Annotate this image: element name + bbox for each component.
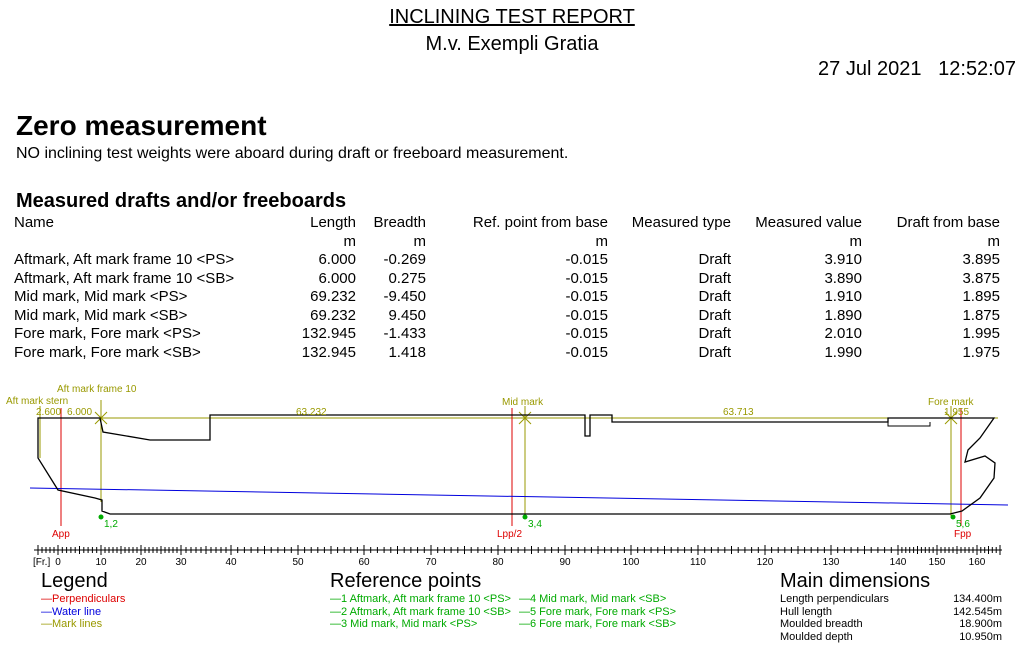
cell-ref-point: -0.015 <box>565 306 608 324</box>
perpendiculars <box>61 408 961 526</box>
cell-measured-value: 2.010 <box>824 325 862 342</box>
dimension-row <box>780 631 1002 644</box>
col-header-length: Length <box>310 214 356 231</box>
cell-length: 132.945 <box>301 343 356 361</box>
cell-measured-type: Draft <box>698 306 731 324</box>
hull-detail <box>888 422 930 426</box>
table-row <box>14 325 1000 344</box>
zero-measurement-note: NO inclining test weights were aboard during draft or freeboard measurement. <box>16 145 569 162</box>
measured-drafts-heading: Measured drafts and/or freeboards <box>16 190 347 212</box>
lpp2-label: Lpp/2 <box>497 529 523 540</box>
cell-name: Fore mark, Fore mark <SB> <box>14 343 201 361</box>
dimension-label: Moulded breadth <box>780 618 863 630</box>
unit-cell: m <box>595 232 608 250</box>
unit-cell: m <box>343 232 356 250</box>
frame-tick-label: 10 <box>95 557 107 568</box>
reference-point-item: —1 Aftmark, Aft mark frame 10 <PS> <box>330 593 511 605</box>
cell-name: Aftmark, Aft mark frame 10 <PS> <box>14 251 235 268</box>
cell-length: 132.945 <box>301 325 356 342</box>
dimension-label: Hull length <box>780 605 832 618</box>
cell-measured-value: 1.910 <box>824 288 862 305</box>
cell-ref-point: -0.015 <box>565 325 608 342</box>
cell-breadth: -9.450 <box>383 288 426 305</box>
dimension-value: 134.400m <box>953 593 1002 605</box>
frame-tick-label: 140 <box>889 557 907 568</box>
cell-draft-from-base: 3.895 <box>962 251 1000 268</box>
col-header-name: Name <box>14 214 55 231</box>
frame-ruler <box>33 545 1002 568</box>
mark-lines <box>38 400 998 516</box>
frame-tick-label: 160 <box>968 557 986 568</box>
frame-tick-label: 100 <box>622 557 640 568</box>
table-header-row <box>14 214 1000 233</box>
cell-ref-point: -0.015 <box>565 288 608 305</box>
dimension-row <box>780 606 1002 619</box>
cell-ref-point: -0.015 <box>565 251 608 268</box>
cell-draft-from-base: 1.895 <box>962 288 1000 305</box>
fore-mark-label: Fore mark <box>928 397 974 408</box>
legend-title: Legend <box>41 570 108 592</box>
frame-prefix-label: [Fr.] <box>33 557 51 568</box>
cell-name: Aftmark, Aft mark frame 10 <SB> <box>14 269 235 287</box>
table-units-row <box>14 233 1000 252</box>
report-title: INCLINING TEST REPORT <box>389 6 635 28</box>
reference-point-item: —6 Fore mark, Fore mark <SB> <box>518 618 677 630</box>
cell-measured-value: 3.910 <box>824 251 862 268</box>
frame-tick-label: 50 <box>292 557 304 568</box>
reference-point-item: —3 Mid mark, Mid mark <PS> <box>330 618 478 630</box>
table-row <box>14 270 1000 289</box>
col-header-breadth: Breadth <box>373 214 426 231</box>
frame-tick-label: 20 <box>135 557 147 568</box>
reference-point-item: —2 Aftmark, Aft mark frame 10 <SB> <box>330 605 511 618</box>
cell-ref-point: -0.015 <box>565 269 608 287</box>
hull-outline <box>38 415 995 514</box>
reference-points-section <box>330 570 676 631</box>
point-3-4-label: 3,4 <box>528 519 542 530</box>
dimension-row <box>780 618 1002 631</box>
cell-draft-from-base: 1.975 <box>962 343 1000 361</box>
legend-item-waterline: —Water line <box>41 605 102 618</box>
measured-drafts-table <box>14 214 1000 362</box>
reference-point-item: —5 Fore mark, Fore mark <PS> <box>518 605 677 618</box>
frame-tick-label: 130 <box>822 557 840 568</box>
reference-points-title: Reference points <box>330 570 482 592</box>
table-row <box>14 344 1000 363</box>
frame-tick-label: 60 <box>358 557 370 568</box>
frame-tick-label: 150 <box>928 557 946 568</box>
cell-measured-type: Draft <box>698 288 731 305</box>
table-row <box>14 307 1000 326</box>
table-row <box>14 251 1000 270</box>
legend-item-marklines: —Mark lines <box>41 618 103 630</box>
mid-mark-label: Mid mark <box>502 397 544 408</box>
report-datetime: 27 Jul 2021 12:52:07 <box>818 58 1016 80</box>
cell-length: 69.232 <box>310 288 356 305</box>
unit-cell <box>14 233 264 252</box>
dimension-value: 10.950m <box>959 630 1002 643</box>
unit-cell: m <box>987 232 1000 250</box>
table-row <box>14 288 1000 307</box>
cell-draft-from-base: 3.875 <box>962 269 1000 287</box>
cell-measured-type: Draft <box>698 343 731 361</box>
dimension-label: Length perpendiculars <box>780 593 889 605</box>
cell-measured-value: 1.990 <box>824 343 862 361</box>
cell-ref-point: -0.015 <box>565 343 608 361</box>
cell-draft-from-base: 1.875 <box>962 306 1000 324</box>
main-dimensions-title: Main dimensions <box>780 570 931 592</box>
cell-measured-type: Draft <box>698 269 731 287</box>
zero-measurement-heading: Zero measurement <box>16 110 267 141</box>
app-label: App <box>52 529 70 540</box>
cell-length: 69.232 <box>310 306 356 324</box>
cell-name: Mid mark, Mid mark <PS> <box>14 288 188 305</box>
frame-tick-label: 120 <box>756 557 774 568</box>
cell-measured-value: 1.890 <box>824 306 862 324</box>
dim-aft1-label: 2.600 <box>36 407 62 418</box>
cell-name: Fore mark, Fore mark <PS> <box>14 325 201 342</box>
frame-tick-label: 90 <box>559 557 571 568</box>
frame-tick-label: 30 <box>175 557 187 568</box>
cell-name: Mid mark, Mid mark <SB> <box>14 306 188 324</box>
dimension-row <box>780 593 1002 606</box>
legend-item-perpendiculars: —Perpendiculars <box>41 593 126 605</box>
legend-section <box>41 570 125 631</box>
cell-breadth: 1.418 <box>388 343 426 361</box>
frame-tick-label: 0 <box>55 557 61 568</box>
cell-measured-type: Draft <box>698 251 731 268</box>
aft-mark-stern-label: Aft mark stern <box>6 396 69 407</box>
unit-cell <box>608 233 731 252</box>
col-header-ref-point: Ref. point from base <box>472 214 608 231</box>
cell-measured-type: Draft <box>698 325 731 342</box>
frame-tick-label: 80 <box>492 557 504 568</box>
cell-breadth: -0.269 <box>383 251 426 268</box>
cell-length: 6.000 <box>318 269 356 287</box>
dimension-value: 18.900m <box>959 618 1002 630</box>
dim-span1-label: 63.232 <box>296 407 327 418</box>
cell-breadth: 0.275 <box>388 269 426 287</box>
reference-point-markers <box>99 515 956 520</box>
reference-point-item: —4 Mid mark, Mid mark <SB> <box>518 593 667 605</box>
ref-point-3-4 <box>523 515 528 520</box>
point-1-2-label: 1,2 <box>104 519 118 530</box>
vessel-name: M.v. Exempli Gratia <box>425 33 599 55</box>
col-header-measured-type: Measured type <box>631 214 731 231</box>
col-header-draft-from-base: Draft from base <box>896 214 1000 231</box>
dim-span2-label: 63.713 <box>723 407 754 418</box>
frame-tick-label: 110 <box>690 557 706 568</box>
dim-fore-label: 1.955 <box>944 407 970 418</box>
dimension-value: 142.545m <box>953 605 1002 618</box>
frame-tick-label: 40 <box>225 557 237 568</box>
cell-length: 6.000 <box>318 251 356 268</box>
main-dimensions-section <box>780 570 1002 643</box>
col-header-measured-value: Measured value <box>755 214 862 231</box>
aft-mark-frame10-label: Aft mark frame 10 <box>57 384 137 395</box>
cell-measured-value: 3.890 <box>824 269 862 287</box>
dim-aft2-label: 6.000 <box>67 407 93 418</box>
frame-tick-label: 70 <box>425 557 437 568</box>
fpp-label: Fpp <box>954 529 972 540</box>
unit-cell: m <box>413 232 426 250</box>
ref-point-5-6 <box>951 515 956 520</box>
unit-cell: m <box>849 232 862 250</box>
dimension-label: Moulded depth <box>780 630 853 643</box>
cell-draft-from-base: 1.995 <box>962 325 1000 342</box>
waterline <box>30 488 1008 505</box>
point-5-6-label: 5,6 <box>956 519 970 530</box>
cell-breadth: 9.450 <box>388 306 426 324</box>
cell-breadth: -1.433 <box>383 325 426 342</box>
ref-point-1-2 <box>99 515 104 520</box>
